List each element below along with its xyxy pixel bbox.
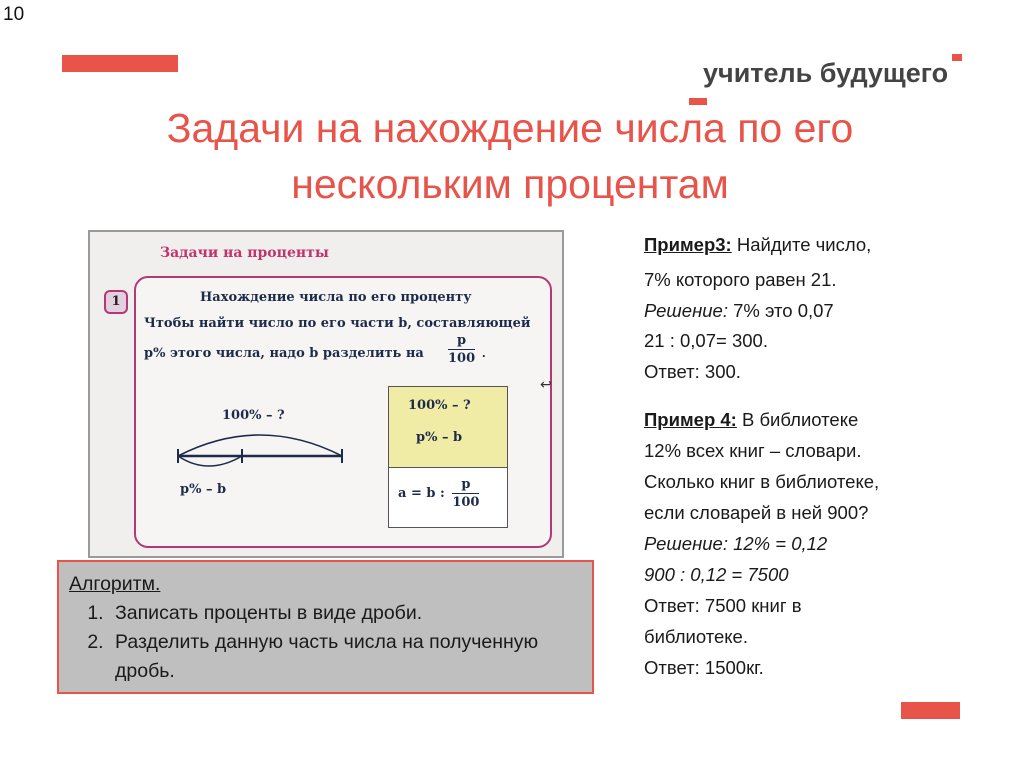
- example3-line1: [644, 230, 871, 260]
- slide-title: Задачи на нахождение числа по его нескольким процентам: [166, 105, 854, 207]
- rule-text-line1: Чтобы найти число по его части b, составляющей: [144, 316, 531, 331]
- decor-bar-top-left: [62, 55, 178, 72]
- example3-solution: [644, 296, 834, 326]
- decor-bar-bottom-right: [901, 702, 960, 719]
- slide-number: 10: [3, 4, 25, 25]
- formula-numerator: p: [452, 478, 479, 494]
- example4-solution: Решение: 12% = 0,12: [644, 533, 828, 554]
- proportion-line1: 100% – ?: [408, 398, 471, 413]
- example4-calc: 900 : 0,12 = 7500: [644, 564, 789, 585]
- example4-answer2: библиотеке.: [644, 626, 748, 647]
- example3-calc: 21 : 0,07= 300.: [644, 330, 768, 351]
- example3-text1: Найдите число,: [731, 234, 872, 255]
- formula-text: a = b :: [398, 486, 445, 501]
- formula-denominator: 100: [452, 495, 480, 510]
- example3-solution-label: Решение:: [644, 300, 728, 321]
- example3-solution-text: 7% это 0,07: [727, 300, 834, 321]
- example4-answer3: Ответ: 1500кг.: [644, 657, 764, 678]
- example4-line4: если словарей в ней 900?: [644, 502, 869, 523]
- example4-answer1: Ответ: 7500 книг в: [644, 595, 802, 616]
- rule-text-line2: p% этого числа, надо b разделить на: [144, 346, 424, 361]
- example4-label: Пример 4:: [644, 409, 737, 430]
- example4-line2: 12% всех книг – словари.: [644, 440, 862, 461]
- algorithm-steps: [69, 599, 582, 686]
- algorithm-step: 2. Разделить данную часть числа на полученную дробь.: [109, 628, 582, 686]
- rule-number-badge: 1: [104, 290, 128, 314]
- proportion-line2: p% – b: [416, 430, 463, 445]
- rule-title: Нахождение числа по его проценту: [200, 290, 472, 305]
- example4-line1: [644, 405, 858, 435]
- diagram-arc-whole: [178, 435, 342, 456]
- algorithm-box: [57, 560, 594, 694]
- example3-answer: Ответ: 300.: [644, 361, 741, 382]
- segment-diagram: [170, 420, 360, 480]
- formula: [398, 478, 479, 509]
- algorithm-step: 1. Записать проценты в виде дроби.: [109, 599, 582, 628]
- diagram-arc-part: [178, 456, 242, 466]
- fraction-denominator: 100: [448, 351, 476, 366]
- diagram-top-label: 100% – ?: [222, 408, 285, 423]
- rule-end-dot: .: [482, 345, 486, 360]
- example3-label: Пример3:: [644, 234, 732, 255]
- curl-mark-icon: ↩: [540, 376, 552, 392]
- rule-fraction: [448, 334, 475, 365]
- logo: учитель будущего: [703, 58, 949, 88]
- diagram-bottom-label: p% – b: [180, 482, 227, 497]
- example4-line3: Сколько книг в библиотеке,: [644, 471, 880, 492]
- algorithm-title: Алгоритм.: [69, 573, 161, 595]
- example3-line2: 7% которого равен 21.: [644, 269, 837, 290]
- figure-heading: Задачи на проценты: [160, 245, 329, 261]
- logo-accent-right: [952, 54, 962, 61]
- fraction-numerator: p: [448, 334, 475, 350]
- example4-text1: В библиотеке: [736, 409, 859, 430]
